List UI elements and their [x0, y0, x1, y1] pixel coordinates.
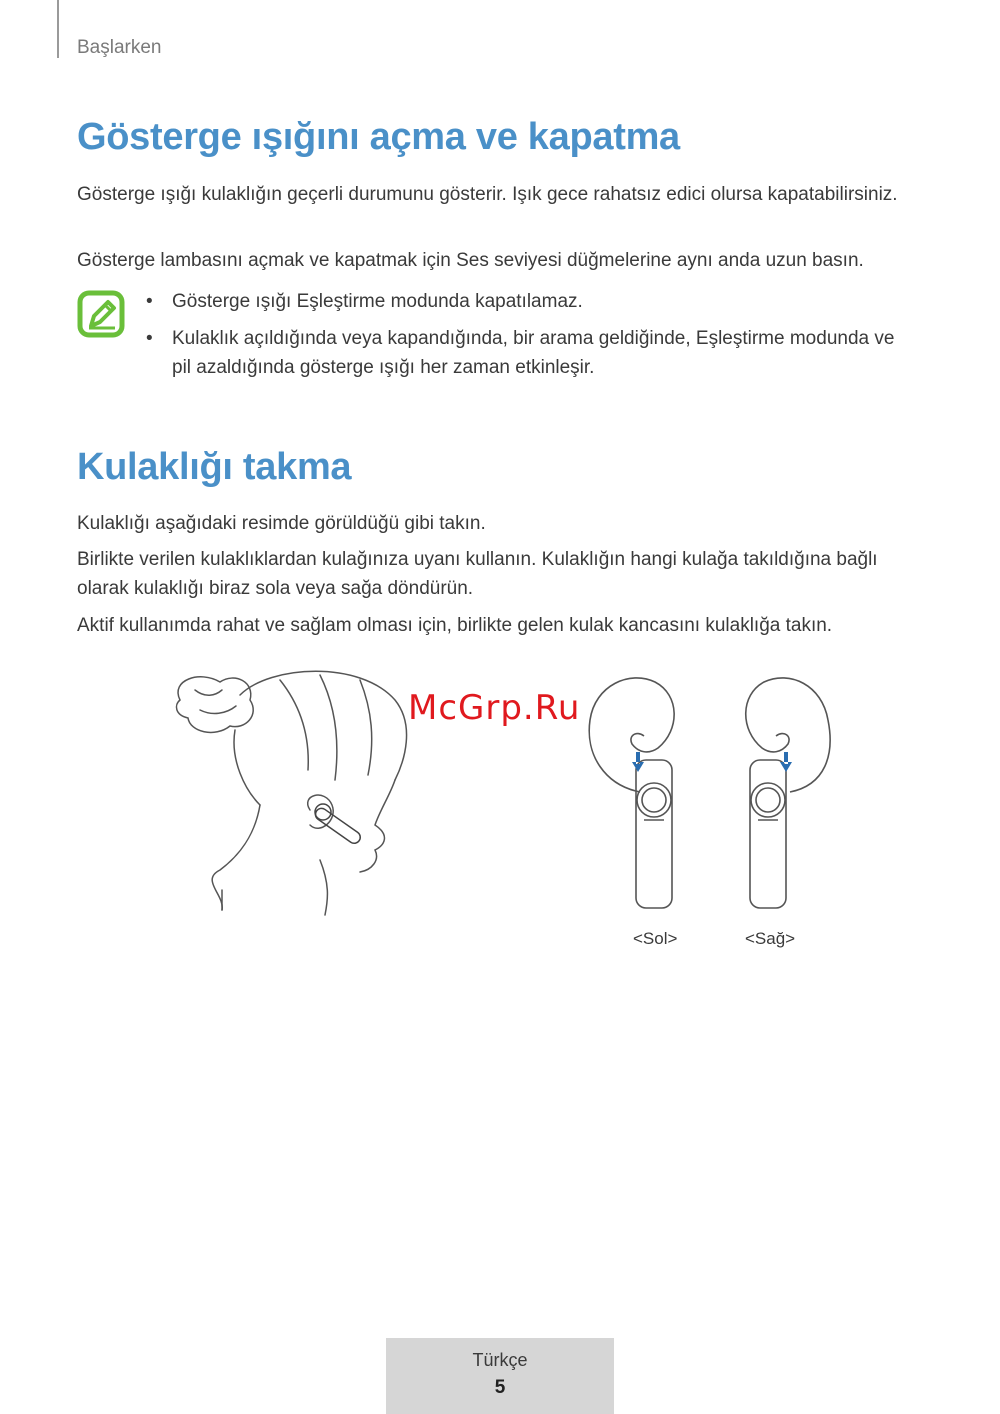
- page-footer: [386, 1338, 614, 1414]
- paragraph: Kulaklığı aşağıdaki resimde görüldüğü gibi takın.: [77, 513, 486, 534]
- pencil-note-icon: [77, 290, 125, 338]
- section-label: Başlarken: [77, 37, 162, 58]
- paragraph: Gösterge lambasını açmak ve kapatmak için Ses seviyesi düğmelerine aynı anda uzun basın.: [77, 250, 864, 271]
- note-text: Gösterge ışığı Eşleştirme modunda kapatılamaz.: [172, 291, 583, 312]
- note-text: Kulaklık açıldığında veya kapandığında, bir arama geldiğinde, Eşleştirme modunda ve pil azaldığında gösterge ışığı her zaman etkinleşir.: [172, 328, 895, 378]
- watermark: McGrp.Ru: [408, 688, 581, 728]
- caption-right: <Sağ>: [745, 929, 796, 948]
- list-item: [146, 324, 916, 382]
- headset-right-drawing: [746, 678, 830, 908]
- arrow-left-icon: [632, 752, 644, 772]
- note-list: [146, 287, 916, 390]
- paragraph: Birlikte verilen kulaklıklardan kulağınıza uyanı kullanın. Kulaklığın hangi kulağa takıldığına bağlı olarak kulaklığı biraz sola veya sağa döndürün.: [77, 549, 878, 599]
- arrow-right-icon: [780, 752, 792, 772]
- page-number: 5: [494, 1377, 506, 1398]
- caption-left: <Sol>: [633, 929, 678, 948]
- section-title-indicator-light: Gösterge ışığını açma ve kapatma: [77, 116, 680, 158]
- earpiece-drawing: [313, 804, 362, 846]
- list-item: [146, 287, 916, 316]
- bullet: •: [146, 291, 153, 312]
- section-title-wearing: Kulaklığı takma: [77, 446, 352, 488]
- paragraph: Gösterge ışığı kulaklığın geçerli durumunu gösterir. Işık gece rahatsız edici olursa kapatabilirsiniz.: [77, 184, 898, 205]
- person-wearing-headset-drawing: [176, 671, 406, 915]
- headset-left-drawing: [589, 678, 674, 908]
- bullet: •: [146, 328, 153, 349]
- paragraph: Aktif kullanımda rahat ve sağlam olması için, birlikte gelen kulak kancasını kulaklığa takın.: [77, 615, 833, 636]
- footer-language: Türkçe: [472, 1350, 528, 1370]
- header-rule: [57, 0, 59, 58]
